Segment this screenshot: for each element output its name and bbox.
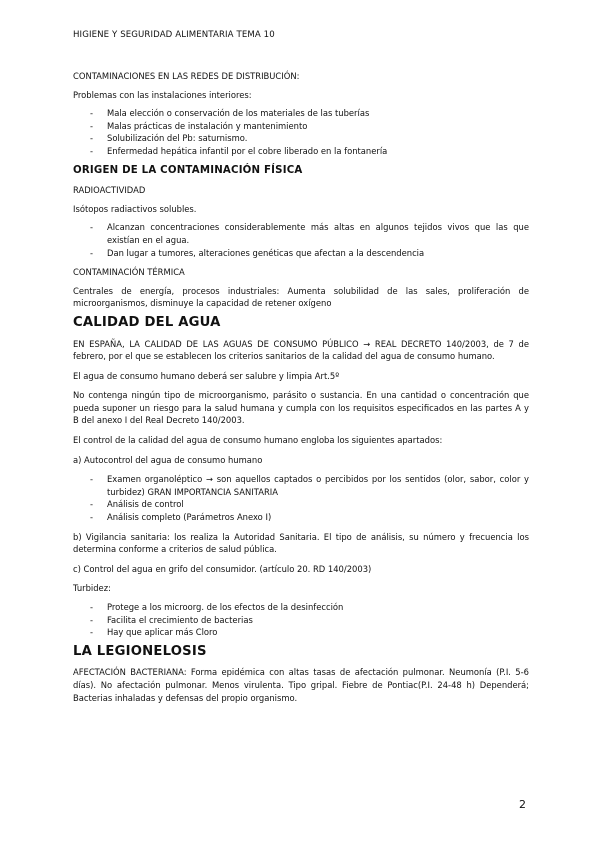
radio-intro: Isótopos radiactivos solubles. <box>73 203 197 214</box>
list-item: - Dan lugar a tumores, alteraciones genéticas que afectan a la descendencia <box>73 247 529 260</box>
running-header: HIGIENE Y SEGURIDAD ALIMENTARIA TEMA 10 <box>73 30 275 40</box>
list-item: - Protege a los microorg. de los efectos de la desinfección <box>73 601 529 614</box>
section-heading-calidad: CALIDAD DEL AGUA <box>73 314 221 330</box>
radio-list <box>73 221 529 259</box>
calidad-paragraph: EN ESPAÑA, LA CALIDAD DE LAS AGUAS DE CONSUMO PÚBLICO → REAL DECRETO 140/2003, de 7 de febrero, por el que se establecen los criterios sanitarios de la calidad del agua de consumo humano. <box>73 338 529 362</box>
list-item: - Enfermedad hepática infantil por el cobre liberado en la fontanería <box>73 145 529 158</box>
redes-intro: Problemas con las instalaciones interiores: <box>73 89 252 100</box>
list-item: - Hay que aplicar más Cloro <box>73 626 529 639</box>
section-heading-fisica: ORIGEN DE LA CONTAMINACIÓN FÍSICA <box>73 164 303 176</box>
list-item: - Mala elección o conservación de los materiales de las tuberías <box>73 107 529 120</box>
calidad-paragraph: El control de la calidad del agua de consumo humano engloba los siguientes apartados: <box>73 435 443 446</box>
section-heading-legionelosis: LA LEGIONELOSIS <box>73 643 207 659</box>
turbidez-title: Turbidez: <box>73 583 111 594</box>
calidad-subsection-a: a) Autocontrol del agua de consumo humano <box>73 454 263 465</box>
termica-text: Centrales de energía, procesos industriales: Aumenta solubilidad de las sales, proliferación de microorganismos, disminuye la capacidad de retener oxígeno <box>73 285 529 309</box>
calidad-paragraph: El agua de consumo humano deberá ser salubre y limpia Art.5º <box>73 370 340 381</box>
list-item: - Análisis de control <box>73 498 529 511</box>
calidad-paragraph: No contenga ningún tipo de microorganismo, parásito o sustancia. En una cantidad o concentración que pueda suponer un riesgo para la salud humana y cumpla con los requisitos especificados en las partes A y B del anexo I del Real Decreto 140/2003. <box>73 390 529 426</box>
page-number: 2 <box>519 798 526 811</box>
calidad-subsection-b: b) Vigilancia sanitaria: los realiza la Autoridad Sanitaria. El tipo de análisis, su número y frecuencia los determina conforme a criterios de salud pública. <box>73 531 529 555</box>
list-item: - Alcanzan concentraciones considerablemente más altas en algunos tejidos vivos que las que existían en el agua. <box>73 221 529 246</box>
list-item: - Facilita el crecimiento de bacterias <box>73 614 529 627</box>
list-item: - Malas prácticas de instalación y mantenimiento <box>73 120 529 133</box>
legionelosis-text: AFECTACIÓN BACTERIANA: Forma epidémica con altas tasas de afectación pulmonar. Neumonía (P.I. 5-6 días). No afectación pulmonar. Menos virulenta. Tipo gripal. Fiebre de Pontiac(P.I. 24-48 h) Dependerá; Bacterias inhaladas y defensas del propio organismo. <box>73 667 529 703</box>
turbidez-list <box>73 601 529 639</box>
list-item: - Solubilización del Pb: saturnismo. <box>73 132 529 145</box>
redes-list <box>73 107 529 157</box>
list-item: - Análisis completo (Parámetros Anexo I) <box>73 511 529 524</box>
termica-title: CONTAMINACIÓN TÉRMICA <box>73 267 185 278</box>
autocontrol-list <box>73 473 529 523</box>
page-content <box>73 70 529 711</box>
list-item: - Examen organoléptico → son aquellos captados o percibidos por los sentidos (olor, sabor, color y turbidez) GRAN IMPORTANCIA SANITARIA <box>73 473 529 498</box>
calidad-subsection-c: c) Control del agua en grifo del consumidor. (artículo 20. RD 140/2003) <box>73 563 372 574</box>
radio-title: RADIOACTIVIDAD <box>73 185 146 196</box>
redes-title: CONTAMINACIONES EN LAS REDES DE DISTRIBUCIÓN: <box>73 71 300 81</box>
